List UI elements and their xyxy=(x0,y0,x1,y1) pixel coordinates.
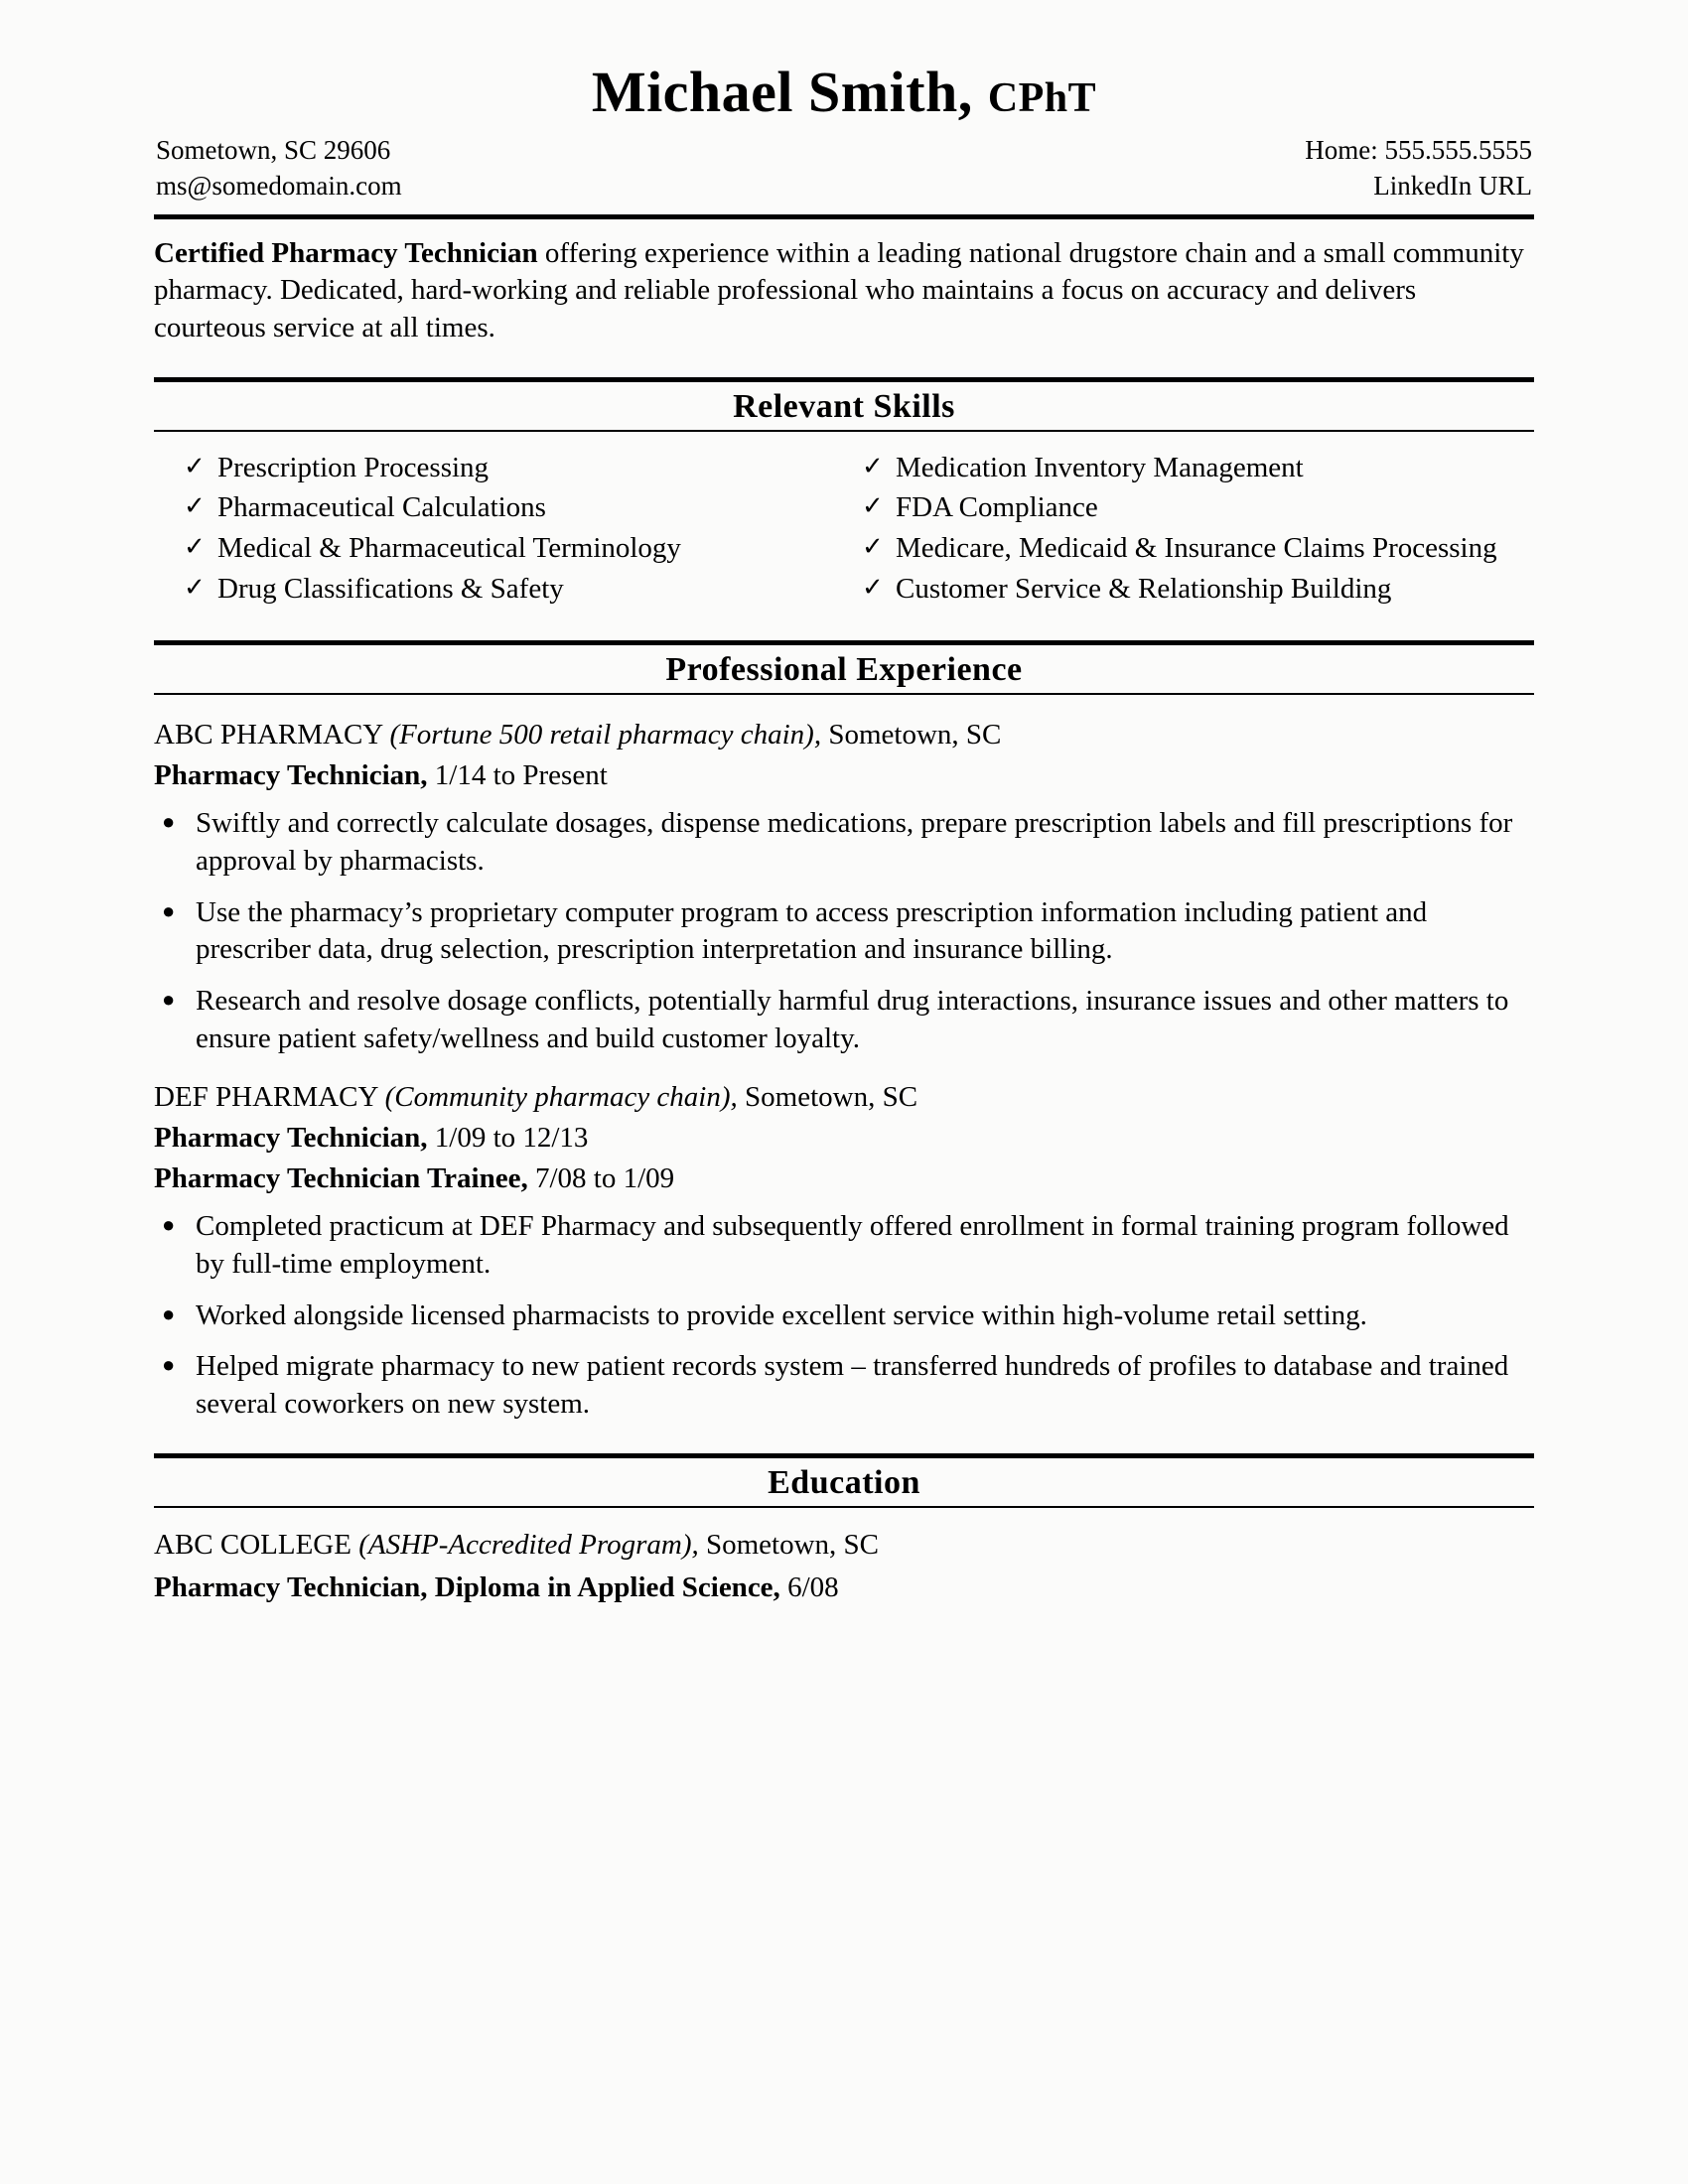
bullet-text: Swiftly and correctly calculate dosages, dispense medications, prepare prescription labels and fill prescriptions for approval by pharmacists. xyxy=(196,807,1513,877)
job-title: Pharmacy Technician, xyxy=(154,1122,428,1155)
education-school-line xyxy=(154,1526,1534,1565)
check-icon: ✓ xyxy=(862,451,884,480)
job-bullets xyxy=(154,1208,1534,1423)
job-dates: 1/14 to Present xyxy=(427,759,608,792)
list-item xyxy=(862,489,1534,527)
check-icon: ✓ xyxy=(184,451,206,480)
bullet-text: Worked alongside licensed pharmacists to provide excellent service within high-volume retail setting. xyxy=(196,1298,1367,1331)
resume-content xyxy=(154,60,1534,1607)
employer-location: Sometown, SC xyxy=(821,719,1002,751)
school-descriptor: (ASHP-Accredited Program), xyxy=(358,1528,699,1561)
page-title xyxy=(154,60,1534,126)
list-item xyxy=(154,1297,1534,1335)
list-item xyxy=(154,894,1534,969)
skills-column-right xyxy=(844,450,1534,612)
list-item xyxy=(862,450,1534,487)
job-title: Pharmacy Technician, xyxy=(154,759,428,792)
skill-label: Customer Service & Relationship Building xyxy=(896,572,1392,605)
employer-descriptor: (Community pharmacy chain), xyxy=(384,1081,738,1114)
section-skills xyxy=(154,377,1534,612)
employer-descriptor: (Fortune 500 retail pharmacy chain), xyxy=(389,719,822,751)
experience-entry xyxy=(154,1079,1534,1423)
check-icon: ✓ xyxy=(184,491,206,521)
job-dates: 1/09 to 12/13 xyxy=(427,1122,589,1155)
employer-location: Sometown, SC xyxy=(737,1081,918,1114)
employer-name: DEF PHARMACY xyxy=(154,1081,385,1114)
list-item xyxy=(862,530,1534,568)
check-icon: ✓ xyxy=(184,532,206,561)
list-item xyxy=(154,983,1534,1057)
check-icon: ✓ xyxy=(862,572,884,602)
list-item xyxy=(862,571,1534,609)
skills-bottom-rule xyxy=(154,430,1534,432)
employer-name: ABC PHARMACY xyxy=(154,719,390,751)
job-title-line xyxy=(154,756,1534,795)
list-item xyxy=(154,1208,1534,1283)
employer-line xyxy=(154,717,1534,754)
education-section-title: Education xyxy=(768,1463,920,1501)
contact-email[interactable]: ms@somedomain.com xyxy=(156,171,402,202)
experience-entry xyxy=(154,717,1534,1057)
contact-line-2 xyxy=(154,168,1534,204)
summary-lead: Certified Pharmacy Technician xyxy=(154,236,538,269)
list-item xyxy=(184,571,844,609)
summary-paragraph xyxy=(154,235,1534,347)
job-title-line-secondary xyxy=(154,1160,1534,1198)
experience-bottom-rule xyxy=(154,693,1534,695)
list-item xyxy=(154,1348,1534,1423)
bullet-text: Completed practicum at DEF Pharmacy and subsequently offered enrollment in formal training program followed by full-time employment. xyxy=(196,1210,1509,1280)
skills-section-title: Relevant Skills xyxy=(733,387,955,425)
check-icon: ✓ xyxy=(862,491,884,521)
bullet-icon: ● xyxy=(162,986,176,1012)
list-item xyxy=(184,530,844,568)
degree-title: Pharmacy Technician, Diploma in Applied Science, xyxy=(154,1570,780,1603)
list-item xyxy=(184,450,844,487)
degree-date: 6/08 xyxy=(779,1570,839,1603)
school-location: Sometown, SC xyxy=(698,1528,880,1561)
bullet-text: Research and resolve dosage conflicts, potentially harmful drug interactions, insurance issues and other matters to ensure patient safety/wellness and build customer loyalty. xyxy=(196,984,1509,1054)
contact-line-1 xyxy=(154,132,1534,168)
job-dates-secondary: 7/08 to 1/09 xyxy=(527,1162,675,1195)
check-icon: ✓ xyxy=(862,532,884,561)
skill-label: Drug Classifications & Safety xyxy=(217,572,564,605)
skill-label: Medication Inventory Management xyxy=(896,451,1304,483)
job-title-secondary: Pharmacy Technician Trainee, xyxy=(154,1162,528,1195)
header-divider xyxy=(154,214,1534,219)
check-icon: ✓ xyxy=(184,572,206,602)
bullet-icon: ● xyxy=(162,1300,176,1326)
skill-label: Prescription Processing xyxy=(217,451,490,483)
candidate-name: Michael Smith, xyxy=(591,60,988,124)
employer-line xyxy=(154,1079,1534,1117)
bullet-text: Use the pharmacy’s proprietary computer program to access prescription information including patient and prescriber data, drug selection, prescription interpretation and insurance billing. xyxy=(196,895,1428,966)
summary-body: offering experience within a leading national drugstore chain and a small community pharmacy. Dedicated, hard-working and reliable professional who maintains a focus on accuracy and delivers courteous service at all times. xyxy=(154,236,1524,343)
bullet-icon: ● xyxy=(162,897,176,923)
experience-section-title: Professional Experience xyxy=(665,651,1023,689)
bullet-icon: ● xyxy=(162,1212,176,1238)
skill-label: Medical & Pharmaceutical Terminology xyxy=(217,532,681,564)
skill-label: Pharmaceutical Calculations xyxy=(217,491,546,524)
skills-columns xyxy=(154,450,1534,612)
skills-column-left xyxy=(154,450,844,612)
contact-phone: Home: 555.555.5555 xyxy=(1305,134,1532,165)
section-experience xyxy=(154,640,1534,1423)
candidate-credential: CPhT xyxy=(987,75,1097,121)
list-item xyxy=(154,805,1534,880)
school-name: ABC COLLEGE xyxy=(154,1528,359,1561)
job-bullets xyxy=(154,805,1534,1057)
section-education xyxy=(154,1453,1534,1607)
education-degree-line xyxy=(154,1569,1534,1607)
contact-linkedin[interactable]: LinkedIn URL xyxy=(1373,171,1532,202)
skill-label: Medicare, Medicaid & Insurance Claims Processing xyxy=(896,532,1497,564)
bullet-text: Helped migrate pharmacy to new patient records system – transferred hundreds of profiles to database and trained several coworkers on new system. xyxy=(196,1350,1509,1421)
contact-address: Sometown, SC 29606 xyxy=(156,134,391,165)
education-spacer xyxy=(154,1508,1534,1522)
job-title-line xyxy=(154,1119,1534,1158)
list-item xyxy=(184,489,844,527)
skill-label: FDA Compliance xyxy=(896,491,1098,524)
bullet-icon: ● xyxy=(162,1352,176,1378)
bullet-icon: ● xyxy=(162,809,176,835)
